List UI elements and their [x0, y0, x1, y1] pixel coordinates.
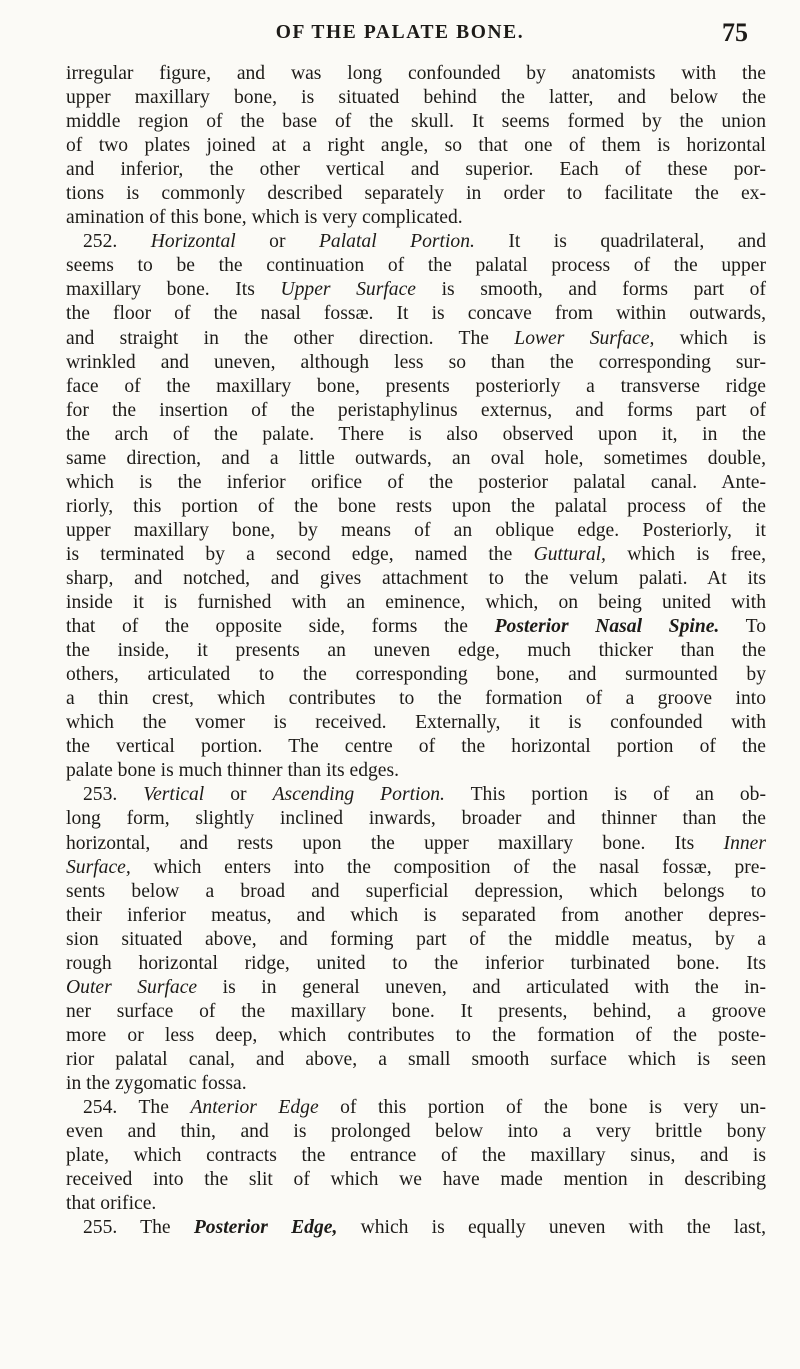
text-run: their inferior meatus, and which is separated from another depres-: [66, 904, 766, 926]
running-title: OF THE PALATE BONE.: [275, 22, 525, 43]
text-line: [66, 182, 766, 206]
text-run: upper maxillary bone, by means of an oblique edge. Posteriorly, it: [66, 519, 766, 541]
text-run: of two plates joined at a right angle, so that one of them is horizontal: [66, 135, 766, 157]
text-line: [66, 134, 766, 158]
text-line: [66, 735, 766, 759]
emphasized-text: Guttural,: [533, 543, 606, 565]
text-run: irregular figure, and was long confounded by anatomists with the: [66, 63, 766, 84]
text-run: long form, slightly inclined inwards, broader and thinner than the: [66, 808, 766, 830]
text-run: which is free,: [605, 543, 766, 565]
text-run: which is the inferior orifice of the posterior palatal canal. Ante-: [66, 471, 766, 493]
text-line: [66, 278, 766, 302]
text-run: which is equally uneven with the last,: [337, 1217, 766, 1239]
text-line: [66, 1000, 766, 1024]
text-line: [66, 759, 766, 783]
text-run: rough horizontal ridge, united to the inferior turbinated bone. Its: [66, 952, 766, 974]
text-line: [66, 1024, 766, 1048]
page-number: 75: [722, 18, 748, 47]
text-run: To: [719, 616, 766, 638]
text-line: [66, 423, 766, 447]
text-line: [66, 856, 766, 880]
text-run: tions is commonly described separately in order to facilitate the ex-: [66, 183, 766, 205]
text-line: [66, 158, 766, 182]
body-text: [66, 62, 766, 1240]
text-run: riorly, this portion of the bone rests upon the palatal process of the: [66, 495, 766, 517]
text-run: same direction, and a little outwards, an oval hole, sometimes double,: [66, 447, 766, 469]
text-run: 254. The: [83, 1097, 191, 1119]
text-line: [66, 807, 766, 831]
text-run: and inferior, the other vertical and superior. Each of these por-: [66, 159, 766, 181]
text-line: [66, 399, 766, 423]
text-run: It is quadrilateral, and: [474, 231, 767, 253]
text-run: for the insertion of the peristaphylinus externus, and forms part of: [66, 399, 766, 421]
text-line: [66, 1096, 766, 1120]
text-run: ner surface of the maxillary bone. It presents, behind, a groove: [66, 1000, 766, 1022]
text-run: a thin crest, which contributes to the formation of a groove into: [66, 688, 766, 710]
text-run: that orifice.: [66, 1193, 157, 1215]
text-run: is smooth, and forms part of: [415, 279, 766, 301]
text-run: which the vomer is received. Externally, it is confounded with: [66, 712, 766, 734]
text-run: 255. The: [83, 1217, 194, 1239]
text-run: others, articulated to the corresponding bone, and surmounted by: [66, 664, 766, 686]
text-line: [66, 591, 766, 615]
text-run: This portion is of an ob-: [444, 784, 766, 806]
emphasized-text: Outer Surface: [66, 976, 198, 998]
text-line: [66, 375, 766, 399]
text-run: in the zygomatic fossa.: [66, 1072, 247, 1094]
text-run: or: [204, 784, 273, 806]
text-run: is terminated by a second edge, named the: [66, 543, 534, 565]
text-run: which enters into the composition of the nasal fossæ, pre-: [130, 856, 766, 878]
text-line: [66, 880, 766, 904]
emphasized-text: Posterior Edge,: [193, 1217, 338, 1239]
text-run: is in general uneven, and articulated with the in-: [197, 976, 766, 998]
text-run: sents below a broad and superficial depression, which belongs to: [66, 880, 766, 902]
text-run: face of the maxillary bone, presents posteriorly a transverse ridge: [66, 375, 766, 397]
text-run: more or less deep, which contributes to the formation of the poste-: [66, 1024, 766, 1046]
text-line: [66, 1144, 766, 1168]
text-line: [66, 447, 766, 471]
text-line: [66, 543, 766, 567]
emphasized-text: Upper Surface: [280, 279, 416, 301]
text-run: the inside, it presents an uneven edge, much thicker than the: [66, 640, 766, 662]
text-line: [66, 351, 766, 375]
text-line: [66, 327, 766, 351]
emphasized-text: Horizontal: [150, 231, 236, 253]
text-run: 252.: [83, 231, 151, 253]
text-line: [66, 62, 766, 86]
text-line: [66, 1216, 766, 1240]
text-run: palate bone is much thinner than its edges.: [66, 760, 400, 782]
emphasized-text: Surface,: [66, 856, 131, 878]
text-run: of this portion of the bone is very un-: [318, 1097, 766, 1119]
text-line: [66, 711, 766, 735]
emphasized-text: Ascending Portion.: [272, 784, 445, 806]
text-run: maxillary bone. Its: [66, 279, 281, 301]
emphasized-text: Lower Surface,: [514, 327, 655, 349]
emphasized-text: Inner: [723, 832, 766, 854]
text-line: [66, 254, 766, 278]
text-line: [66, 928, 766, 952]
text-run: or: [235, 231, 319, 253]
emphasized-text: Vertical: [143, 784, 205, 806]
text-line: [66, 302, 766, 326]
text-run: 253.: [83, 784, 144, 806]
emphasized-text: Anterior Edge: [190, 1097, 319, 1119]
text-line: [66, 1168, 766, 1192]
text-run: and straight in the other direction. The: [66, 327, 515, 349]
text-run: horizontal, and rests upon the upper maxillary bone. Its: [66, 832, 724, 854]
text-line: [66, 976, 766, 1000]
text-line: [66, 110, 766, 134]
text-line: [66, 615, 766, 639]
text-line: [66, 206, 766, 230]
text-line: [66, 687, 766, 711]
text-run: even and thin, and is prolonged below into a very brittle bony: [66, 1121, 766, 1143]
text-line: [66, 1192, 766, 1216]
text-run: the arch of the palate. There is also observed upon it, in the: [66, 423, 766, 445]
running-head: [0, 18, 800, 50]
text-line: [66, 832, 766, 856]
text-run: the vertical portion. The centre of the horizontal portion of the: [66, 736, 766, 758]
text-line: [66, 495, 766, 519]
emphasized-text: Palatal Portion.: [318, 231, 475, 253]
text-line: [66, 86, 766, 110]
text-run: that of the opposite side, forms the: [66, 616, 495, 638]
text-run: plate, which contracts the entrance of the maxillary sinus, and is: [66, 1145, 766, 1167]
text-run: seems to be the continuation of the palatal process of the upper: [66, 255, 766, 277]
text-run: the floor of the nasal fossæ. It is concave from within outwards,: [66, 303, 766, 325]
text-line: [66, 663, 766, 687]
text-line: [66, 904, 766, 928]
text-run: sion situated above, and forming part of the middle meatus, by a: [66, 928, 766, 950]
text-line: [66, 1048, 766, 1072]
text-run: inside it is furnished with an eminence, which, on being united with: [66, 592, 766, 614]
text-run: middle region of the base of the skull. It seems formed by the union: [66, 111, 766, 133]
text-line: [66, 783, 766, 807]
text-run: rior palatal canal, and above, a small smooth surface which is seen: [66, 1048, 766, 1070]
text-run: wrinkled and uneven, although less so than the corresponding sur-: [66, 351, 766, 373]
text-line: [66, 952, 766, 976]
text-line: [66, 230, 766, 254]
text-line: [66, 1120, 766, 1144]
text-run: upper maxillary bone, is situated behind the latter, and below the: [66, 87, 766, 109]
emphasized-text: Posterior Nasal Spine.: [494, 616, 720, 638]
text-line: [66, 1072, 766, 1096]
text-line: [66, 519, 766, 543]
text-run: received into the slit of which we have made mention in describing: [66, 1169, 766, 1191]
text-run: which is: [654, 327, 767, 349]
text-line: [66, 639, 766, 663]
text-run: sharp, and notched, and gives attachment to the velum palati. At its: [66, 567, 766, 589]
text-run: amination of this bone, which is very complicated.: [66, 207, 463, 229]
text-line: [66, 567, 766, 591]
text-line: [66, 471, 766, 495]
